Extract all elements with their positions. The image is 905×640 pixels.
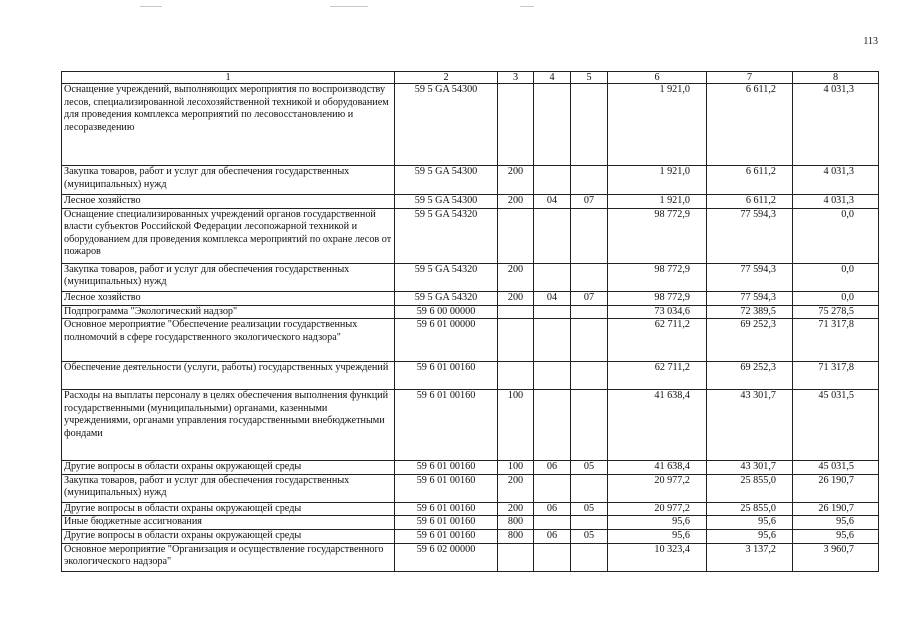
table-row	[62, 84, 879, 166]
item-name: Закупка товаров, работ и услуг для обеспечения государственных (муниципальных) нужд	[62, 474, 395, 502]
item-name: Лесное хозяйство	[62, 291, 395, 305]
amount-col6: 1 921,0	[608, 195, 707, 209]
amount-col8: 75 278,5	[793, 305, 879, 319]
table-row	[62, 461, 879, 475]
section	[534, 390, 571, 461]
page-number: 113	[863, 36, 878, 47]
amount-col6: 1 921,0	[608, 84, 707, 166]
scan-artifact	[520, 6, 534, 7]
subsection	[571, 319, 608, 362]
amount-col6: 62 711,2	[608, 319, 707, 362]
amount-col7: 43 301,7	[707, 461, 793, 475]
amount-col7: 72 389,5	[707, 305, 793, 319]
target-code: 59 6 01 00160	[395, 461, 498, 475]
column-header: 5	[571, 72, 608, 84]
target-code: 59 6 01 00160	[395, 516, 498, 530]
target-code: 59 5 GA 54300	[395, 195, 498, 209]
target-code: 59 6 00 00000	[395, 305, 498, 319]
target-code: 59 6 01 00160	[395, 474, 498, 502]
table-row	[62, 208, 879, 263]
amount-col7: 6 611,2	[707, 166, 793, 195]
amount-col8: 26 190,7	[793, 502, 879, 516]
target-code: 59 5 GA 54320	[395, 263, 498, 291]
amount-col7: 77 594,3	[707, 291, 793, 305]
header-row	[62, 72, 879, 84]
target-code: 59 5 GA 54320	[395, 291, 498, 305]
table-row	[62, 543, 879, 571]
subsection: 05	[571, 461, 608, 475]
section	[534, 543, 571, 571]
amount-col8: 0,0	[793, 291, 879, 305]
amount-col7: 43 301,7	[707, 390, 793, 461]
column-header: 2	[395, 72, 498, 84]
item-name: Закупка товаров, работ и услуг для обеспечения государственных (муниципальных) нужд	[62, 166, 395, 195]
amount-col7: 77 594,3	[707, 208, 793, 263]
section: 06	[534, 529, 571, 543]
amount-col8: 3 960,7	[793, 543, 879, 571]
amount-col6: 62 711,2	[608, 362, 707, 390]
section: 04	[534, 291, 571, 305]
section	[534, 362, 571, 390]
target-code: 59 6 01 00160	[395, 502, 498, 516]
section	[534, 166, 571, 195]
table-row	[62, 529, 879, 543]
target-code: 59 5 GA 54300	[395, 84, 498, 166]
amount-col8: 26 190,7	[793, 474, 879, 502]
amount-col8: 71 317,8	[793, 319, 879, 362]
target-code: 59 6 02 00000	[395, 543, 498, 571]
amount-col8: 0,0	[793, 208, 879, 263]
subsection	[571, 543, 608, 571]
amount-col8: 45 031,5	[793, 390, 879, 461]
item-name: Закупка товаров, работ и услуг для обеспечения государственных (муниципальных) нужд	[62, 263, 395, 291]
table-row	[62, 474, 879, 502]
item-name: Другие вопросы в области охраны окружающей среды	[62, 502, 395, 516]
table-row	[62, 319, 879, 362]
amount-col7: 25 855,0	[707, 474, 793, 502]
subsection	[571, 516, 608, 530]
expense-type: 100	[498, 461, 534, 475]
expense-type: 200	[498, 263, 534, 291]
item-name: Другие вопросы в области охраны окружающей среды	[62, 461, 395, 475]
amount-col8: 4 031,3	[793, 166, 879, 195]
column-header: 1	[62, 72, 395, 84]
expense-type: 200	[498, 291, 534, 305]
table-row	[62, 166, 879, 195]
amount-col6: 20 977,2	[608, 502, 707, 516]
subsection	[571, 208, 608, 263]
item-name: Другие вопросы в области охраны окружающей среды	[62, 529, 395, 543]
amount-col8: 95,6	[793, 529, 879, 543]
table-row	[62, 291, 879, 305]
amount-col7: 95,6	[707, 516, 793, 530]
subsection	[571, 263, 608, 291]
section	[534, 474, 571, 502]
expense-type: 800	[498, 529, 534, 543]
column-header: 7	[707, 72, 793, 84]
item-name: Обеспечение деятельности (услуги, работы) государственных учреждений	[62, 362, 395, 390]
amount-col6: 95,6	[608, 529, 707, 543]
amount-col8: 71 317,8	[793, 362, 879, 390]
item-name: Оснащение учреждений, выполняющих мероприятия по воспроизводству лесов, специализированной лесохозяйственной техникой и оборудованием для проведения комплекса мероприятий по лесовосстановлению и лесоразведению	[62, 84, 395, 166]
amount-col8: 4 031,3	[793, 84, 879, 166]
target-code: 59 6 01 00160	[395, 390, 498, 461]
subsection	[571, 390, 608, 461]
expense-type: 200	[498, 195, 534, 209]
subsection	[571, 305, 608, 319]
table-row	[62, 516, 879, 530]
amount-col6: 20 977,2	[608, 474, 707, 502]
section	[534, 263, 571, 291]
table-row	[62, 390, 879, 461]
section	[534, 319, 571, 362]
amount-col7: 69 252,3	[707, 319, 793, 362]
expense-type: 100	[498, 390, 534, 461]
amount-col6: 10 323,4	[608, 543, 707, 571]
amount-col6: 98 772,9	[608, 208, 707, 263]
amount-col7: 6 611,2	[707, 195, 793, 209]
table-row	[62, 263, 879, 291]
section	[534, 208, 571, 263]
amount-col6: 98 772,9	[608, 263, 707, 291]
item-name: Оснащение специализированных учреждений органов государственной власти субъектов Российской Федерации лесопожарной техникой и оборудованием для проведения комплекса мероприятий по охране лесов от пожаров	[62, 208, 395, 263]
amount-col8: 4 031,3	[793, 195, 879, 209]
expense-type	[498, 208, 534, 263]
subsection	[571, 474, 608, 502]
expense-type	[498, 305, 534, 319]
expense-type	[498, 543, 534, 571]
budget-table	[61, 71, 879, 572]
amount-col6: 41 638,4	[608, 461, 707, 475]
scan-artifact	[330, 6, 368, 7]
expense-type: 200	[498, 502, 534, 516]
amount-col7: 25 855,0	[707, 502, 793, 516]
expense-type: 800	[498, 516, 534, 530]
item-name: Иные бюджетные ассигнования	[62, 516, 395, 530]
amount-col7: 95,6	[707, 529, 793, 543]
table-row	[62, 362, 879, 390]
column-header: 6	[608, 72, 707, 84]
amount-col8: 45 031,5	[793, 461, 879, 475]
target-code: 59 6 01 00160	[395, 362, 498, 390]
expense-type	[498, 362, 534, 390]
target-code: 59 6 01 00160	[395, 529, 498, 543]
amount-col7: 77 594,3	[707, 263, 793, 291]
amount-col6: 41 638,4	[608, 390, 707, 461]
target-code: 59 6 01 00000	[395, 319, 498, 362]
target-code: 59 5 GA 54320	[395, 208, 498, 263]
item-name: Основное мероприятие "Организация и осуществление государственного экологического надзора"	[62, 543, 395, 571]
subsection	[571, 362, 608, 390]
scan-artifact	[140, 6, 162, 7]
section: 06	[534, 502, 571, 516]
section	[534, 305, 571, 319]
amount-col7: 69 252,3	[707, 362, 793, 390]
table-row	[62, 195, 879, 209]
amount-col7: 3 137,2	[707, 543, 793, 571]
item-name: Расходы на выплаты персоналу в целях обеспечения выполнения функций государственными (муниципальными) органами, казенными учреждениями, органами управления государственными внебюджетными фондами	[62, 390, 395, 461]
subsection	[571, 166, 608, 195]
section	[534, 516, 571, 530]
table-row	[62, 502, 879, 516]
column-header: 8	[793, 72, 879, 84]
expense-type: 200	[498, 166, 534, 195]
amount-col8: 95,6	[793, 516, 879, 530]
subsection: 05	[571, 502, 608, 516]
amount-col6: 98 772,9	[608, 291, 707, 305]
expense-type: 200	[498, 474, 534, 502]
amount-col6: 1 921,0	[608, 166, 707, 195]
amount-col7: 6 611,2	[707, 84, 793, 166]
column-header: 4	[534, 72, 571, 84]
section: 04	[534, 195, 571, 209]
target-code: 59 5 GA 54300	[395, 166, 498, 195]
table-row	[62, 305, 879, 319]
amount-col6: 95,6	[608, 516, 707, 530]
subsection: 07	[571, 291, 608, 305]
amount-col8: 0,0	[793, 263, 879, 291]
subsection: 07	[571, 195, 608, 209]
column-header: 3	[498, 72, 534, 84]
item-name: Лесное хозяйство	[62, 195, 395, 209]
section	[534, 84, 571, 166]
item-name: Подпрограмма "Экологический надзор"	[62, 305, 395, 319]
amount-col6: 73 034,6	[608, 305, 707, 319]
section: 06	[534, 461, 571, 475]
expense-type	[498, 319, 534, 362]
subsection: 05	[571, 529, 608, 543]
subsection	[571, 84, 608, 166]
item-name: Основное мероприятие "Обеспечение реализации государственных полномочий в сфере государственного экологического надзора"	[62, 319, 395, 362]
expense-type	[498, 84, 534, 166]
